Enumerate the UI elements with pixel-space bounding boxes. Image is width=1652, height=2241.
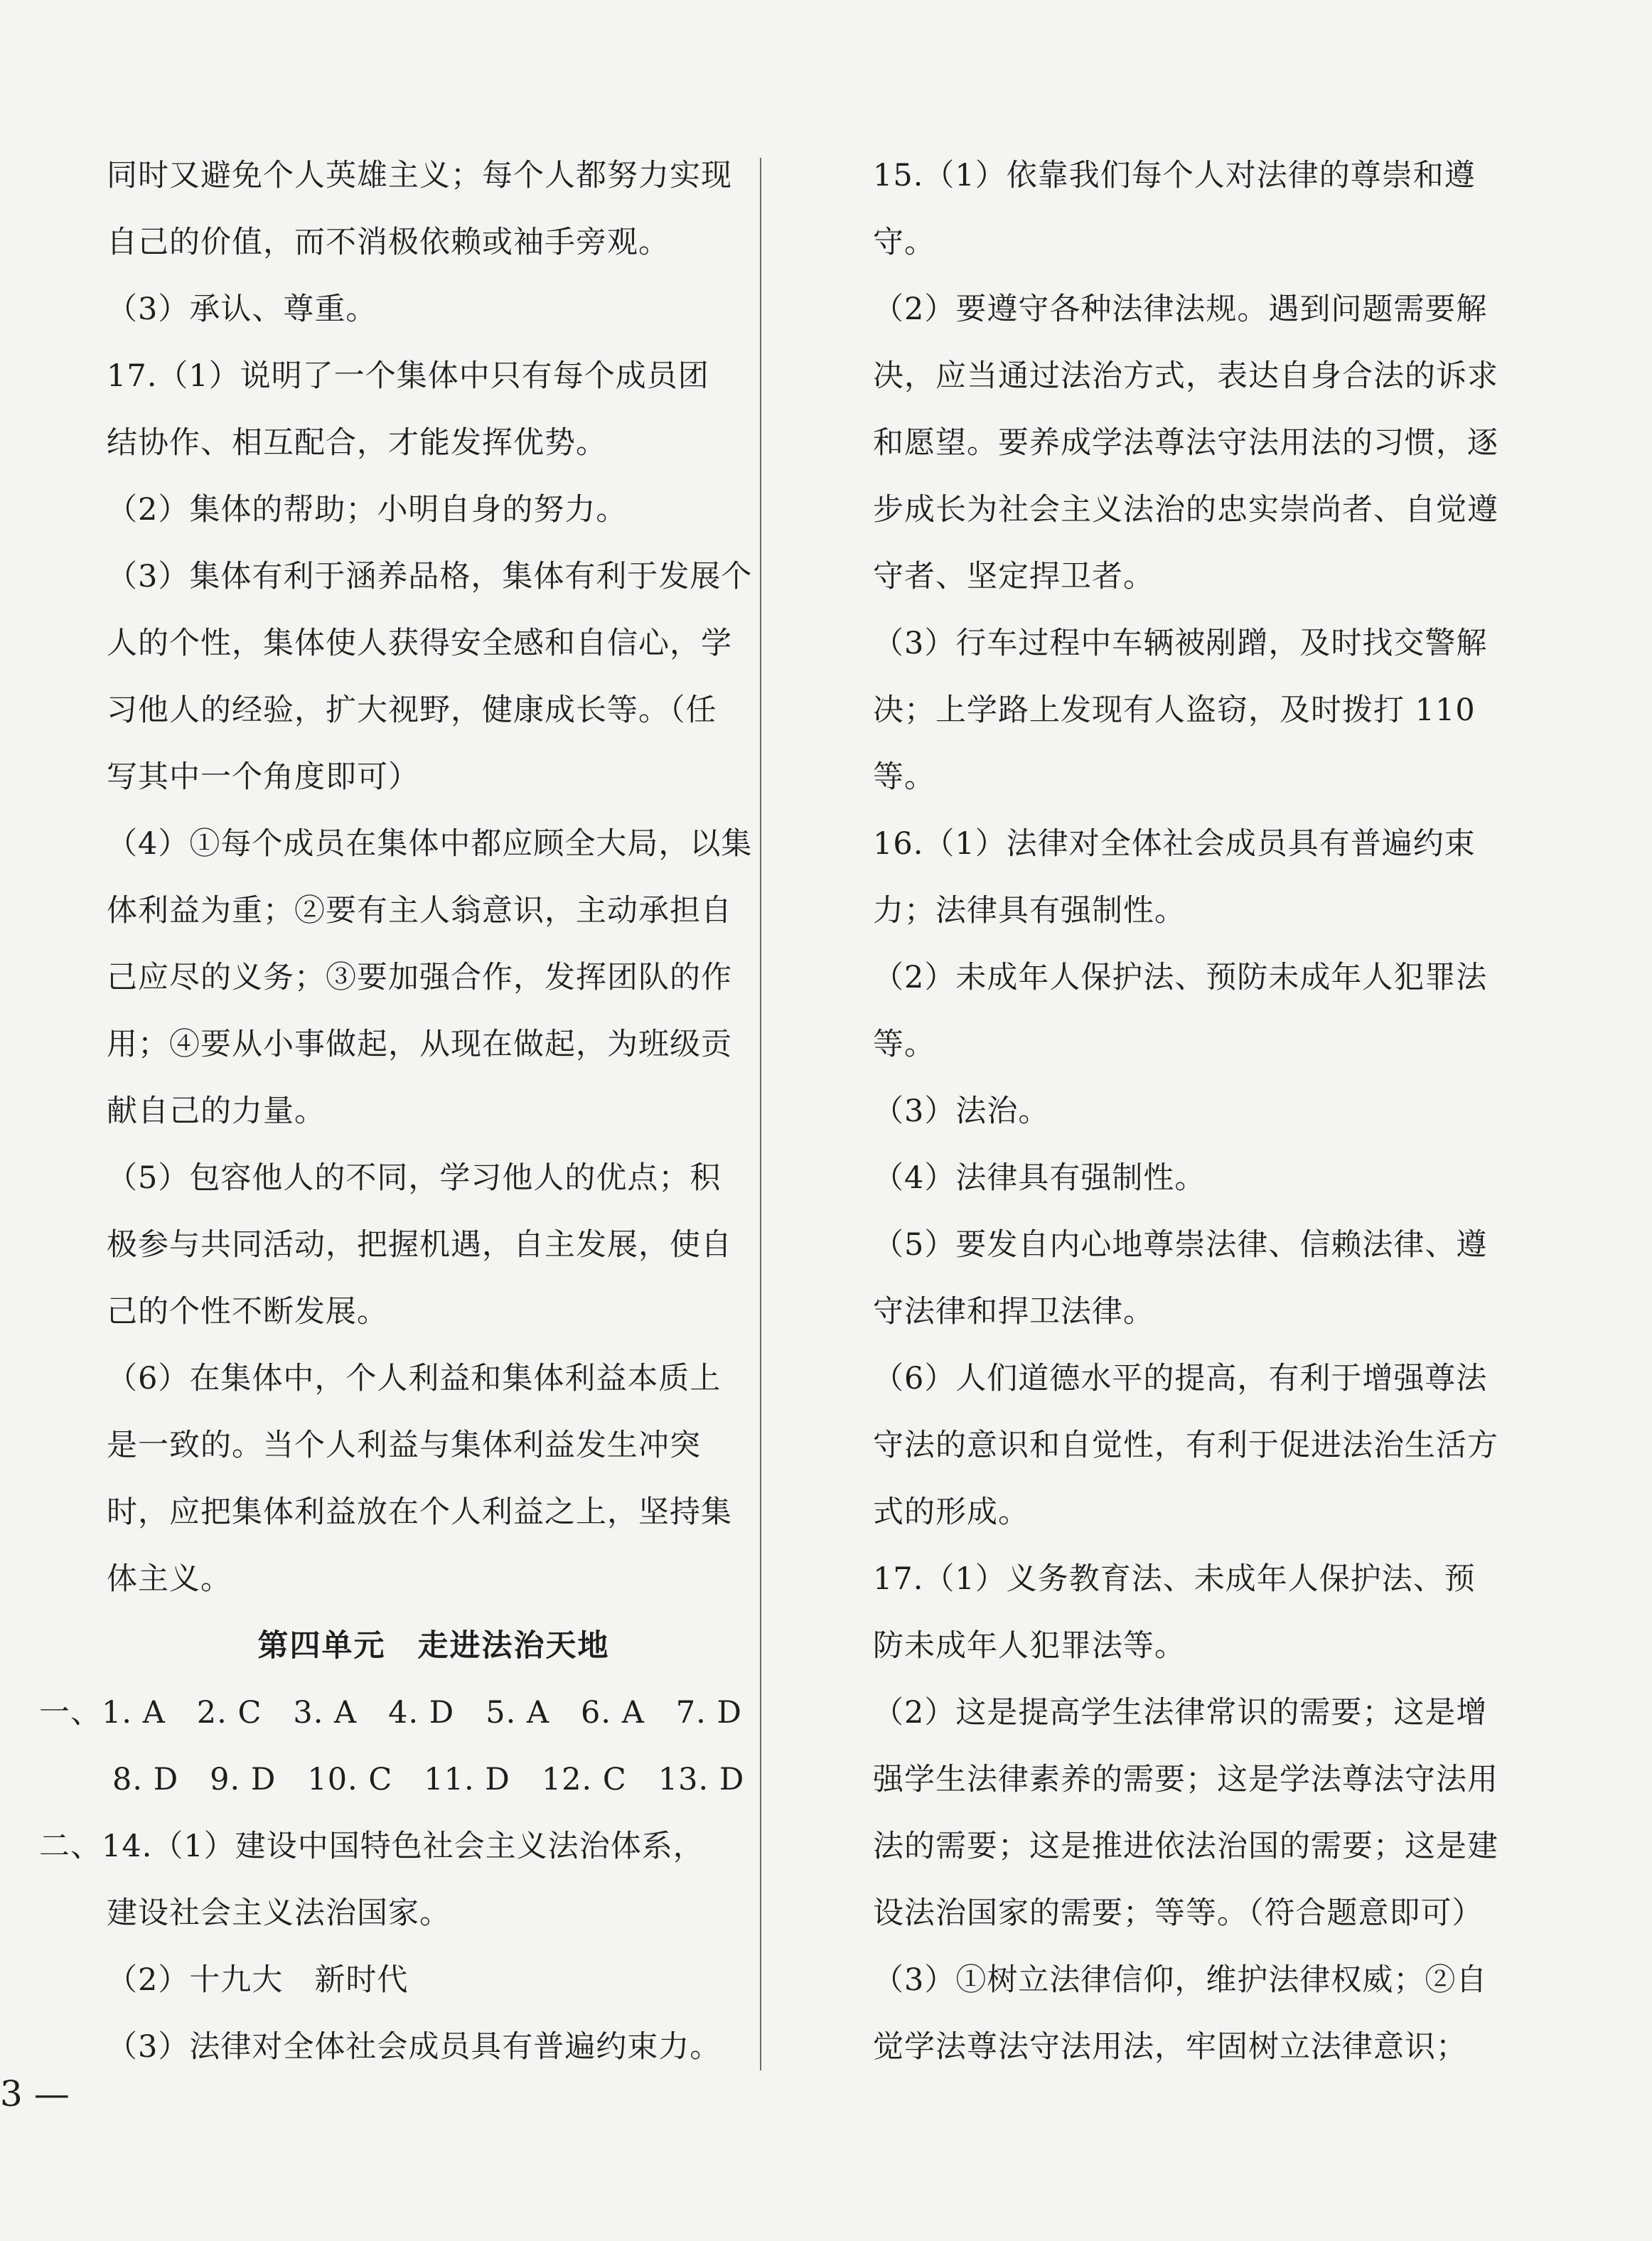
text-line: 式的形成。 (873, 1494, 1029, 1530)
text-line: 习他人的经验，扩大视野，健康成长等。（任 (107, 692, 717, 728)
text-line: 防未成年人犯罪法等。 (873, 1628, 1186, 1664)
text-line: 16.（1）法律对全体社会成员具有普遍约束 (873, 826, 1476, 862)
text-line: （4）法律具有强制性。 (873, 1160, 1206, 1196)
text-line: （3）集体有利于涵养品格，集体有利于发展个 (107, 559, 753, 594)
text-line: 等。 (873, 1027, 935, 1062)
text-line: 同时又避免个人英雄主义；每个人都努力实现 (107, 158, 732, 193)
text-line: （2）这是提高学生法律常识的需要；这是增 (873, 1695, 1488, 1731)
text-line: 守法的意识和自觉性，有利于促进法治生活方 (873, 1428, 1498, 1463)
text-line: （4）①每个成员在集体中都应顾全大局，以集 (107, 826, 753, 862)
text-line: （2）未成年人保护法、预防未成年人犯罪法 (873, 960, 1488, 995)
text-line: （3）承认、尊重。 (107, 292, 377, 327)
text-line: 自己的价值，而不消极依赖或袖手旁观。 (107, 225, 670, 260)
text-line: 建设社会主义法治国家。 (107, 1895, 451, 1931)
text-line: 守法律和捍卫法律。 (873, 1294, 1154, 1330)
text-line: 决，应当通过法治方式，表达自身合法的诉求 (873, 358, 1498, 394)
text-line: 时，应把集体利益放在个人利益之上，坚持集 (107, 1494, 732, 1530)
text-line: 人的个性，集体使人获得安全感和自信心，学 (107, 626, 732, 661)
text-line: 结协作、相互配合，才能发挥优势。 (107, 425, 607, 461)
page-number: 3 — (0, 2073, 70, 2114)
text-line: （2）要遵守各种法律法规。遇到问题需要解 (873, 292, 1488, 327)
text-line: 极参与共同活动，把握机遇，自主发展，使自 (107, 1227, 732, 1263)
text-line: （6）人们道德水平的提高，有利于增强尊法 (873, 1361, 1488, 1396)
text-line: 等。 (873, 759, 935, 795)
text-line: 守。 (873, 225, 935, 260)
text-line: 法的需要；这是推进依法治国的需要；这是建 (873, 1829, 1498, 1864)
unit-heading: 第四单元 走进法治天地 (257, 1628, 610, 1664)
text-line: （5）要发自内心地尊崇法律、信赖法律、遵 (873, 1227, 1488, 1263)
text-line: 17.（1）义务教育法、未成年人保护法、预 (873, 1561, 1476, 1597)
text-line: （2）集体的帮助；小明自身的努力。 (107, 492, 628, 528)
text-line: 守者、坚定捍卫者。 (873, 559, 1154, 594)
text-line: 觉学法尊法守法用法，牢固树立法律意识； (873, 2029, 1467, 2065)
text-line: 步成长为社会主义法治的忠实崇尚者、自觉遵 (873, 492, 1498, 528)
text-line: 决；上学路上发现有人盗窃，及时拨打 110 (873, 692, 1476, 728)
text-line: 二、14.（1）建设中国特色社会主义法治体系， (39, 1829, 704, 1864)
text-line: （3）①树立法律信仰，维护法律权威；②自 (873, 1962, 1488, 1998)
text-line: （3）法律对全体社会成员具有普遍约束力。 (107, 2029, 722, 2065)
text-line: 写其中一个角度即可） (107, 759, 419, 795)
text-line: 用；④要从小事做起，从现在做起，为班级贡 (107, 1027, 732, 1062)
text-line: 和愿望。要养成学法尊法守法用法的习惯，逐 (873, 425, 1498, 461)
answer-row: 8. D 9. D 10. C 11. D 12. C 13. D (112, 1762, 745, 1797)
text-line: 是一致的。当个人利益与集体利益发生冲突 (107, 1428, 701, 1463)
text-line: 17.（1）说明了一个集体中只有每个成员团 (107, 358, 709, 394)
text-line: （2）十九大 新时代 (107, 1962, 409, 1998)
left-column (39, 142, 753, 2080)
text-line: 设法治国家的需要；等等。（符合题意即可） (873, 1895, 1484, 1931)
text-line: （6）在集体中，个人利益和集体利益本质上 (107, 1361, 722, 1396)
text-line: 献自己的力量。 (107, 1093, 326, 1129)
text-line: 力；法律具有强制性。 (873, 893, 1186, 929)
text-line: 体利益为重；②要有主人翁意识，主动承担自 (107, 893, 732, 929)
text-line: （5）包容他人的不同，学习他人的优点；积 (107, 1160, 722, 1196)
text-line: 15.（1）依靠我们每个人对法律的尊崇和遵 (873, 158, 1476, 193)
text-line: （3）法治。 (873, 1093, 1050, 1129)
text-line: 体主义。 (107, 1561, 232, 1597)
text-line: （3）行车过程中车辆被剐蹭，及时找交警解 (873, 626, 1488, 661)
text-line: 己应尽的义务；③要加强合作，发挥团队的作 (107, 960, 732, 995)
text-line: 己的个性不断发展。 (107, 1294, 388, 1330)
column-divider (760, 158, 761, 2070)
text-line: 强学生法律素养的需要；这是学法尊法守法用 (873, 1762, 1498, 1797)
answer-row: 一、1. A 2. C 3. A 4. D 5. A 6. A 7. D (39, 1695, 742, 1731)
right-column (873, 142, 1498, 2080)
